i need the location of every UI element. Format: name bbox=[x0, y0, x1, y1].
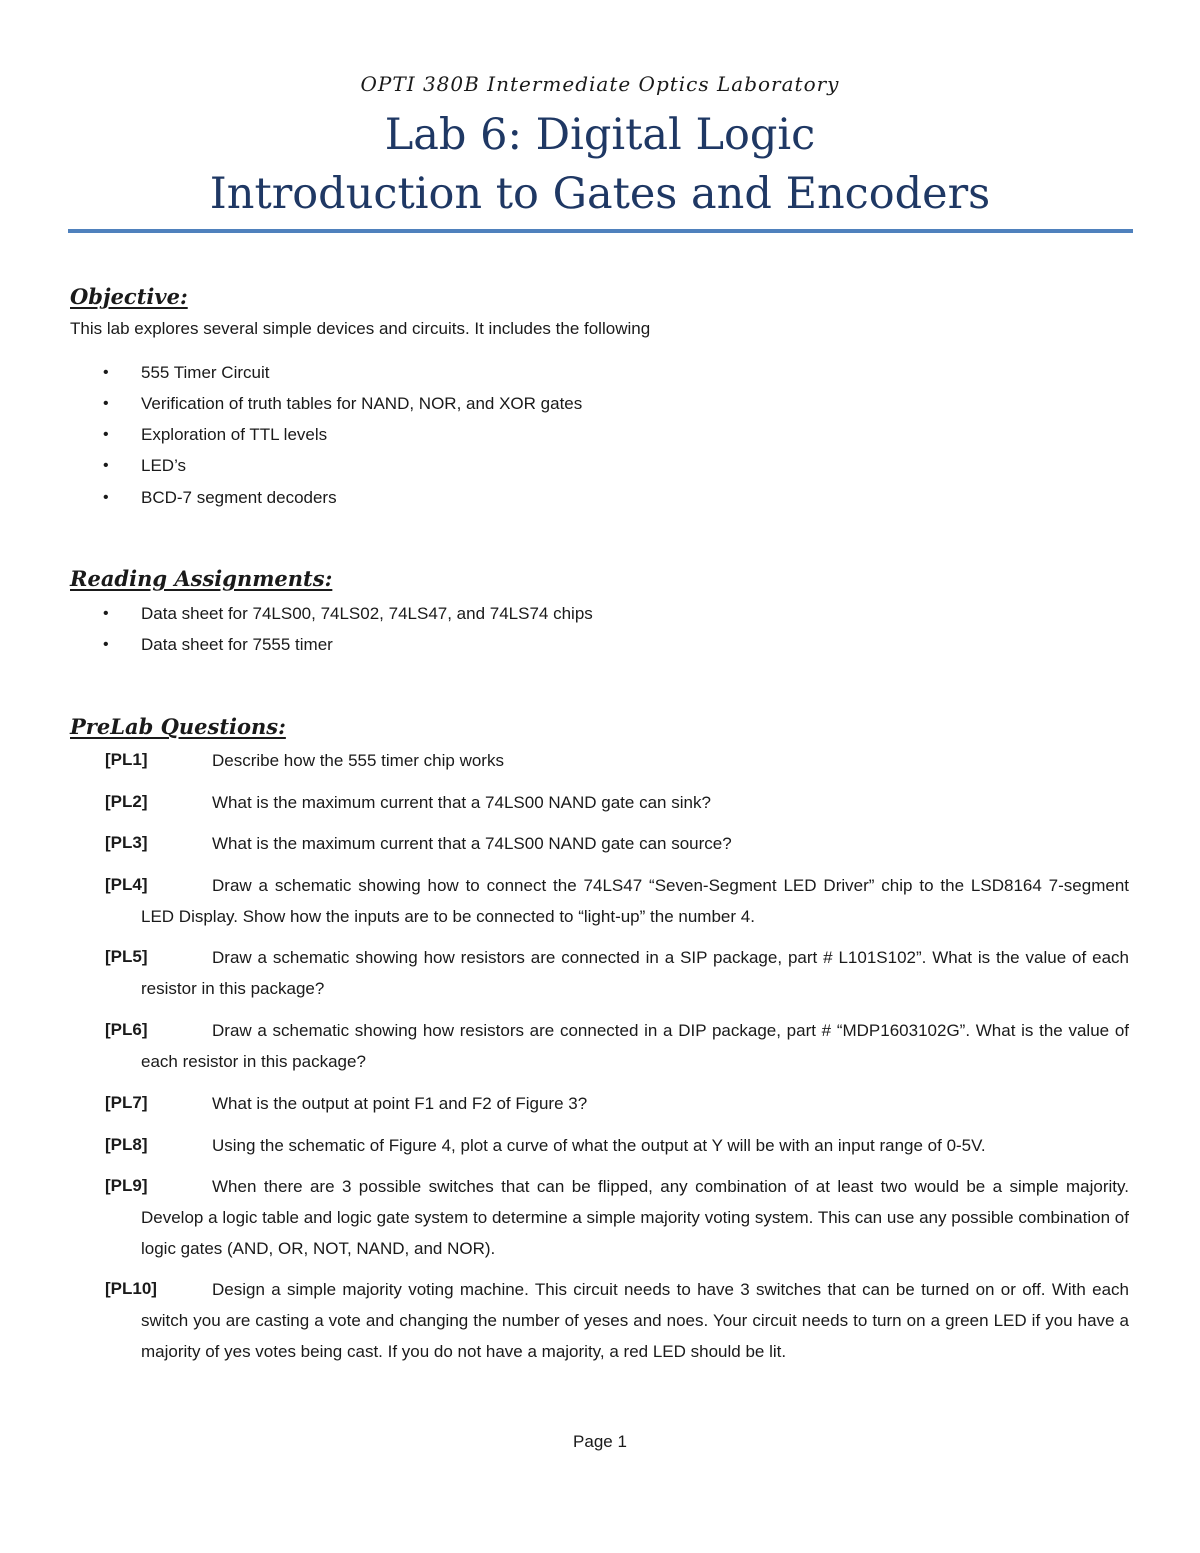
objective-heading: Objective: bbox=[70, 284, 188, 309]
question-text: Describe how the 555 timer chip works bbox=[212, 751, 504, 770]
question-label: [PL9] bbox=[105, 1176, 148, 1195]
question-text: Draw a schematic showing how to connect the 74LS47 “Seven-Segment LED Driver” chip to the LSD8164 7-segment LED Display. Show how the inputs are to be connected to “light-up” the number 4. bbox=[141, 876, 1129, 926]
bullet-icon: • bbox=[103, 364, 109, 381]
question-text: Using the schematic of Figure 4, plot a curve of what the output at Y will be with an input range of 0-5V. bbox=[212, 1136, 986, 1155]
question-text: What is the maximum current that a 74LS00 NAND gate can source? bbox=[212, 834, 732, 853]
page-number: Page 1 bbox=[573, 1432, 627, 1451]
question-text: Draw a schematic showing how resistors are connected in a SIP package, part # L101S102”. What is the value of each resistor in this package? bbox=[141, 948, 1129, 998]
question-label: [PL7] bbox=[105, 1093, 148, 1112]
question-label: [PL5] bbox=[105, 947, 148, 966]
document-page: OPTI 380B Intermediate Optics Laboratory Lab 6: Digital Logic Introduction to Gates and Encoders Objective: This lab explores several simple devices and circuits. It includes the following • 555 Timer Circuit • Verification of truth tables for NAND, NOR, and XOR gates • Exploration of TTL levels • LED’s • BCD-7 segment decoders Reading Assignments: • Data sheet for 74LS00, 74LS02, 74LS47, and 74LS74 chips • Data sheet for 7555 timer PreLab Questions: [PL1] Describe how the 555 timer chip works [PL2] What is the maximum current that a 74LS00 NAND gate can sink? [PL3] What is the maximum current that a 74LS00 NAND gate can source? [PL4] Draw a schematic showing how to connect the 74LS47 “Seven-Segment LED Driver” chip to the LSD8164 7-segment LED Display. Show how the inputs are to be connected to “light-up” the number 4. [PL5] Draw a schematic showing how resistors are connected in a SIP package, part # L101S102”. What is the value of each resistor in this package? [PL6] Draw a schematic showing how resistors are connected in a DIP package, part # “MDP1603102G”. What is the value of each resistor in this package? [PL7] What is the output at point F1 and F2 of Figure 3? [PL8] Using the schematic of Figure 4, plot a curve of what the output at Y will be with an input range of 0-5V. [PL9] When there are 3 possible switches that can be flipped, any combination of at least two would be a simple majority. Develop a logic table and logic gate system to determine a simple majority voting system. This can use any possible combination of logic gates (AND, OR, NOT, NAND, and NOR). [PL10] Design a simple majority voting machine. This circuit needs to have 3 switches that can be turned on or off. With each switch you are casting a vote and changing the number of yeses and noes. Your circuit needs to turn on a green LED if you have a majority of yes votes being cast. If you do not have a majority, a red LED should be lit. Page 1 bbox=[0, 0, 1200, 1553]
title-divider bbox=[68, 229, 1133, 233]
question-label: [PL2] bbox=[105, 792, 148, 811]
question-label: [PL10] bbox=[105, 1279, 157, 1298]
question-label: [PL3] bbox=[105, 833, 148, 852]
reading-heading: Reading Assignments: bbox=[70, 566, 333, 591]
question-text: What is the output at point F1 and F2 of Figure 3? bbox=[212, 1094, 588, 1113]
question-text: When there are 3 possible switches that can be flipped, any combination of at least two would be a simple majority. Develop a logic table and logic gate system to determine a simple majority voting system. This can use any possible combination of logic gates (AND, OR, NOT, NAND, and NOR). bbox=[141, 1177, 1129, 1258]
bullet-icon: • bbox=[103, 457, 109, 474]
lab-title: Lab 6: Digital Logic bbox=[384, 110, 816, 160]
bullet-icon: • bbox=[103, 426, 109, 443]
question-text: Draw a schematic showing how resistors are connected in a DIP package, part # “MDP1603102G”. What is the value of each resistor in this package? bbox=[141, 1021, 1129, 1071]
question-label: [PL1] bbox=[105, 750, 148, 769]
question-text: What is the maximum current that a 74LS00 NAND gate can sink? bbox=[212, 793, 711, 812]
lab-subtitle: Introduction to Gates and Encoders bbox=[209, 169, 991, 219]
bullet-icon: • bbox=[103, 489, 109, 506]
prelab-heading: PreLab Questions: bbox=[70, 714, 286, 739]
question-text: Design a simple majority voting machine. This circuit needs to have 3 switches that can be turned on or off. With each switch you are casting a vote and changing the number of yeses and noes. Your circuit needs to turn on a green LED if you have a majority of yes votes being cast. If you do not have a majority, a red LED should be lit. bbox=[141, 1280, 1129, 1361]
course-title: OPTI 380B Intermediate Optics Laboratory bbox=[360, 72, 840, 96]
question-label: [PL6] bbox=[105, 1020, 148, 1039]
bullet-icon: • bbox=[103, 395, 109, 412]
objective-intro: This lab explores several simple devices and circuits. It includes the following bbox=[70, 319, 651, 338]
question-label: [PL4] bbox=[105, 875, 148, 894]
bullet-icon: • bbox=[103, 636, 109, 653]
bullet-icon: • bbox=[103, 605, 109, 622]
question-label: [PL8] bbox=[105, 1135, 148, 1154]
